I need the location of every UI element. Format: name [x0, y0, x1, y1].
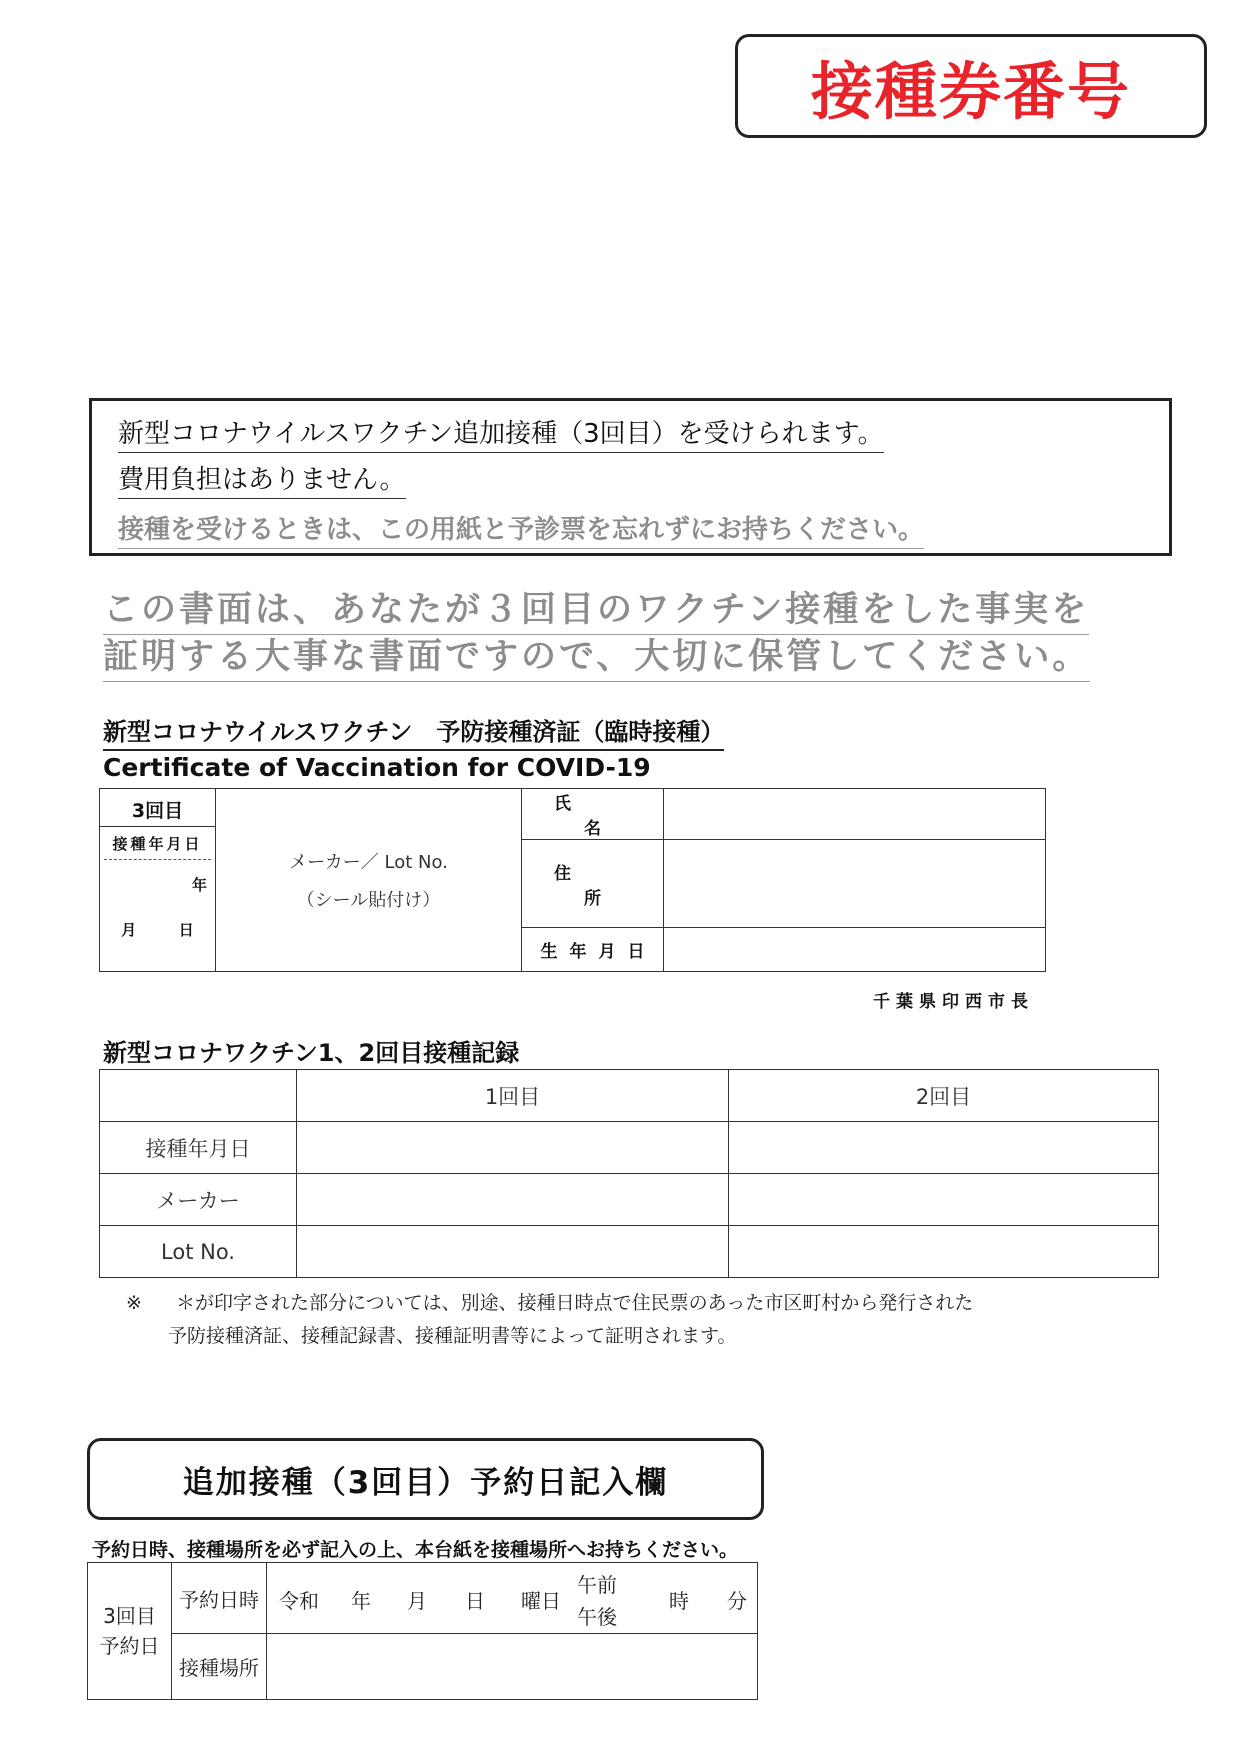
era-label: 令和: [279, 1589, 319, 1613]
reservation-dose-line-1: 3回目: [103, 1604, 156, 1628]
ticket-number-label: 接種券番号: [810, 54, 1131, 128]
record-col-1: 1回目: [297, 1070, 729, 1122]
record-row-maker: メーカー: [100, 1174, 297, 1226]
record-date-dose1[interactable]: [297, 1122, 729, 1174]
sticker-label: （シール貼付け）: [296, 890, 441, 911]
vaccination-date-label: 接種年月日: [112, 835, 203, 853]
important-line-1: この書面は、あなたが３回目のワクチン接種をした事実を: [103, 582, 1089, 635]
name-label-cell: [522, 789, 664, 840]
dose-label: 3回目: [100, 789, 215, 827]
certificate-title: 新型コロナウイルスワクチン 予防接種済証（臨時接種）: [103, 712, 724, 751]
note: [126, 1287, 973, 1353]
resv-day-label: 日: [465, 1589, 485, 1613]
note-mark: ※: [126, 1292, 142, 1314]
address-field[interactable]: [664, 840, 1046, 928]
dose-date-cell: [100, 789, 216, 972]
reservation-place-field[interactable]: [267, 1634, 758, 1700]
resv-year-label: 年: [351, 1589, 371, 1613]
record-maker-dose2[interactable]: [729, 1174, 1159, 1226]
certificate-title-en: Certificate of Vaccination for COVID-19: [103, 753, 651, 782]
year-label: 年: [191, 876, 207, 894]
record-row-lot: Lot No.: [100, 1226, 297, 1278]
record-row-date: 接種年月日: [100, 1122, 297, 1174]
record-title: 新型コロナワクチン1、2回目接種記録: [103, 1039, 520, 1067]
birth-date-label: 生年月日: [540, 942, 657, 962]
maker-lot-cell: [216, 789, 522, 972]
pm-label: 午後: [577, 1605, 617, 1629]
month-label: 月: [121, 921, 137, 939]
reservation-title-box: [87, 1438, 764, 1520]
minute-label: 分: [727, 1589, 747, 1613]
notice-line-2: 費用負担はありません。: [118, 459, 406, 499]
resv-month-label: 月: [407, 1589, 427, 1613]
reservation-datetime-field[interactable]: [267, 1563, 758, 1634]
reservation-title: 追加接種（3回目）予約日記入欄: [182, 1464, 669, 1501]
record-lot-dose2[interactable]: [729, 1226, 1159, 1278]
record-date-dose2[interactable]: [729, 1122, 1159, 1174]
issuer-mayor: 千葉県印西市長: [873, 992, 1034, 1012]
name-field[interactable]: [664, 789, 1046, 840]
address-label-cell: [522, 840, 664, 928]
birth-label-cell: [522, 928, 664, 972]
notice-box: [89, 398, 1172, 556]
notice-line-1: 新型コロナウイルスワクチン追加接種（3回目）を受けられます。: [118, 413, 884, 453]
record-corner-cell: [100, 1070, 297, 1122]
important-line-2: 証明する大事な書面ですので、大切に保管してください。: [103, 629, 1090, 682]
name-label: 氏名: [554, 794, 661, 839]
certificate-table: [99, 788, 1046, 972]
note-line-2: 予防接種済証、接種記録書、接種証明書等によって証明されます。: [168, 1325, 737, 1347]
weekday-label: 曜日: [521, 1589, 561, 1613]
reservation-instruction: 予約日時、接種場所を必ず記入の上、本台紙を接種場所へお持ちください。: [92, 1539, 739, 1561]
reservation-dose-cell: [88, 1563, 172, 1700]
maker-lot-label: メーカー／ Lot No.: [289, 852, 448, 873]
record-maker-dose1[interactable]: [297, 1174, 729, 1226]
address-label: 住所: [554, 863, 661, 909]
reservation-table: [87, 1562, 758, 1700]
record-lot-dose1[interactable]: [297, 1226, 729, 1278]
reservation-datetime-label: 予約日時: [172, 1563, 267, 1634]
record-table: [99, 1069, 1159, 1278]
day-label: 日: [178, 921, 194, 939]
am-label: 午前: [577, 1573, 617, 1597]
record-col-2: 2回目: [729, 1070, 1159, 1122]
hour-label: 時: [669, 1589, 689, 1613]
note-line-1: ＊が印字された部分については、別途、接種日時点で住民票のあった市区町村から発行された: [175, 1292, 974, 1314]
reservation-dose-line-2: 予約日: [99, 1634, 160, 1658]
notice-line-3: 接種を受けるときは、この用紙と予診票を忘れずにお持ちください。: [118, 509, 924, 549]
ticket-number-box: [735, 34, 1207, 138]
reservation-place-label: 接種場所: [172, 1634, 267, 1700]
birth-date-field[interactable]: [664, 928, 1046, 972]
